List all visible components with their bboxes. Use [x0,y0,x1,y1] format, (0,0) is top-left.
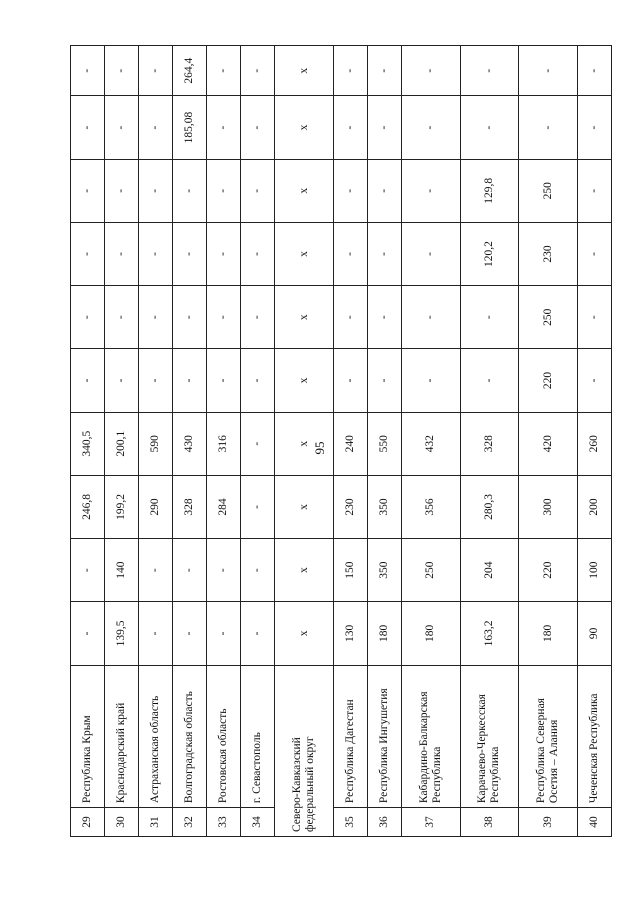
value-cell: 130 [333,602,367,665]
value-cell: x [275,46,334,96]
value-cell: - [402,349,461,412]
value-cell: 340,5 [71,412,105,475]
region-name-cell: Республика Крым [71,665,105,808]
value-cell: 432 [402,412,461,475]
value-cell: - [402,96,461,159]
value-cell: 300 [519,475,578,538]
value-cell: 356 [402,475,461,538]
row-number-cell: 38 [460,808,519,837]
value-cell: 204 [460,539,519,602]
value-cell: 316 [207,412,241,475]
value-cell: - [333,286,367,349]
value-cell: - [139,222,173,285]
table-row [577,46,611,837]
value-cell: - [333,96,367,159]
value-cell: - [367,349,401,412]
value-cell: - [241,159,275,222]
value-cell: 140 [105,539,139,602]
value-cell: - [139,46,173,96]
value-cell: x [275,222,334,285]
value-cell: - [173,539,207,602]
row-number-cell: 36 [367,808,401,837]
value-cell: 290 [139,475,173,538]
value-cell: 100 [577,539,611,602]
table-row [333,46,367,837]
value-cell: 199,2 [105,475,139,538]
district-header-cell: Северо-Кавказский федеральный округ [275,665,334,836]
value-cell: 280,3 [460,475,519,538]
row-number-cell: 33 [207,808,241,837]
region-name-cell: Карачаево-Черкесская Республика [460,665,519,808]
value-cell: - [105,222,139,285]
value-cell: - [71,159,105,222]
table-row [105,46,139,837]
value-cell: - [105,349,139,412]
region-name-cell: Краснодарский край [105,665,139,808]
table-body [71,46,612,837]
row-number-cell: 34 [241,808,275,837]
value-cell: x [275,96,334,159]
value-cell: 284 [207,475,241,538]
value-cell: - [577,222,611,285]
value-cell: - [71,286,105,349]
value-cell: - [577,159,611,222]
value-cell: - [241,475,275,538]
region-name-cell: Волгоградская область [173,665,207,808]
value-cell: - [241,349,275,412]
table-row [207,46,241,837]
value-cell: - [173,602,207,665]
table-row [71,46,105,837]
value-cell: 430 [173,412,207,475]
value-cell: - [460,96,519,159]
value-cell: - [333,46,367,96]
value-cell: 200,1 [105,412,139,475]
value-cell: - [207,286,241,349]
value-cell: - [105,96,139,159]
value-cell: 120,2 [460,222,519,285]
table-row [173,46,207,837]
value-cell: - [241,539,275,602]
value-cell: 260 [577,412,611,475]
value-cell: - [207,222,241,285]
row-number-cell: 32 [173,808,207,837]
value-cell: - [71,222,105,285]
value-cell: - [207,96,241,159]
table-row [275,46,334,837]
value-cell: - [577,349,611,412]
value-cell: - [71,539,105,602]
value-cell: - [519,96,578,159]
value-cell: - [402,46,461,96]
table-row [367,46,401,837]
value-cell: 139,5 [105,602,139,665]
value-cell: 350 [367,539,401,602]
value-cell: - [173,286,207,349]
value-cell: 90 [577,602,611,665]
value-cell: 250 [402,539,461,602]
value-cell: x [275,286,334,349]
value-cell: - [241,412,275,475]
value-cell: 180 [367,602,401,665]
value-cell: - [367,46,401,96]
table-row [519,46,578,837]
value-cell: 246,8 [71,475,105,538]
value-cell: 328 [173,475,207,538]
value-cell: - [241,46,275,96]
value-cell: 220 [519,539,578,602]
value-cell: - [333,222,367,285]
value-cell: 590 [139,412,173,475]
value-cell: x [275,412,334,475]
value-cell: - [241,286,275,349]
value-cell: 180 [402,602,461,665]
value-cell: - [367,159,401,222]
value-cell: - [71,46,105,96]
value-cell: - [139,539,173,602]
value-cell: - [139,286,173,349]
table-row [460,46,519,837]
table-row [402,46,461,837]
value-cell: 550 [367,412,401,475]
value-cell: 185,08 [173,96,207,159]
value-cell: - [577,96,611,159]
region-name-cell: Республика Северная Осетия – Алания [519,665,578,808]
data-table [70,45,612,837]
value-cell: - [367,96,401,159]
row-number-cell: 29 [71,808,105,837]
value-cell: - [367,222,401,285]
value-cell: x [275,539,334,602]
value-cell: - [207,539,241,602]
value-cell: - [207,602,241,665]
value-cell: 250 [519,286,578,349]
region-name-cell: Чеченская Республика [577,665,611,808]
value-cell: - [402,159,461,222]
region-name-cell: Кабардино-Балкарская Республика [402,665,461,808]
value-cell: - [207,159,241,222]
value-cell: - [519,46,578,96]
region-name-cell: г. Севастополь [241,665,275,808]
value-cell: - [139,159,173,222]
value-cell: 129,8 [460,159,519,222]
value-cell: - [402,222,461,285]
value-cell: - [139,602,173,665]
value-cell: - [105,46,139,96]
value-cell: 200 [577,475,611,538]
value-cell: 150 [333,539,367,602]
value-cell: - [71,602,105,665]
value-cell: - [173,349,207,412]
value-cell: 328 [460,412,519,475]
value-cell: - [333,159,367,222]
value-cell: 240 [333,412,367,475]
row-number-cell: 37 [402,808,461,837]
value-cell: 350 [367,475,401,538]
row-number-cell: 31 [139,808,173,837]
value-cell: - [207,46,241,96]
value-cell: - [71,96,105,159]
value-cell: - [105,159,139,222]
value-cell: - [241,602,275,665]
row-number-cell: 40 [577,808,611,837]
value-cell: - [402,286,461,349]
value-cell: - [460,349,519,412]
value-cell: - [577,46,611,96]
value-cell: - [241,222,275,285]
value-cell: - [207,349,241,412]
region-name-cell: Астраханская область [139,665,173,808]
region-name-cell: Ростовская область [207,665,241,808]
region-name-cell: Республика Ингушетия [367,665,401,808]
row-number-cell: 39 [519,808,578,837]
value-cell: 230 [519,222,578,285]
value-cell: - [367,286,401,349]
table-row [139,46,173,837]
region-name-cell: Республика Дагестан [333,665,367,808]
value-cell: 230 [333,475,367,538]
value-cell: x [275,349,334,412]
rotated-table-container [70,45,612,837]
value-cell: x [275,159,334,222]
value-cell: - [460,286,519,349]
value-cell: 163,2 [460,602,519,665]
value-cell: - [460,46,519,96]
value-cell: - [577,286,611,349]
value-cell: - [173,222,207,285]
page-number: 95 [312,441,327,455]
value-cell: 220 [519,349,578,412]
value-cell: 264,4 [173,46,207,96]
value-cell: - [241,96,275,159]
table-row [241,46,275,837]
value-cell: x [275,602,334,665]
row-number-cell: 30 [105,808,139,837]
value-cell: - [173,159,207,222]
row-number-cell: 35 [333,808,367,837]
table-area [70,45,640,832]
value-cell: 180 [519,602,578,665]
value-cell: 250 [519,159,578,222]
value-cell: - [71,349,105,412]
value-cell: - [139,96,173,159]
value-cell: - [333,349,367,412]
value-cell: 420 [519,412,578,475]
value-cell: - [139,349,173,412]
value-cell: x [275,475,334,538]
value-cell: - [105,286,139,349]
